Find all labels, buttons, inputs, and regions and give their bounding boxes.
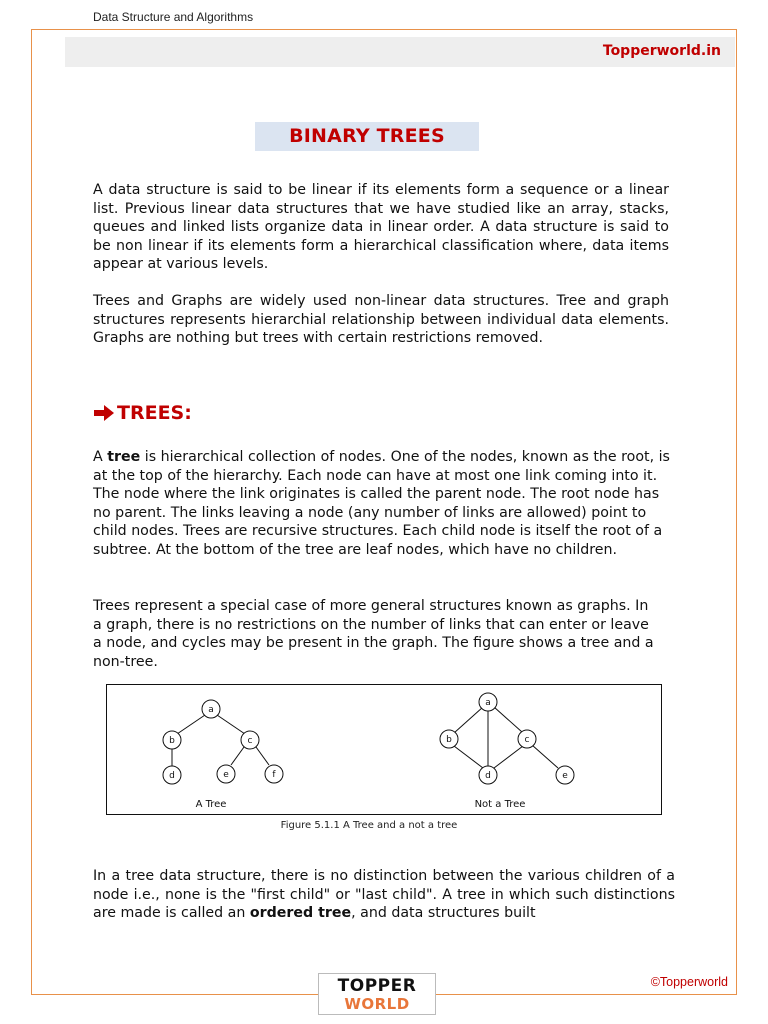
site-link[interactable]: Topperworld.in xyxy=(602,43,721,59)
nontree-node-label: a xyxy=(485,698,491,708)
tree-node-label: d xyxy=(169,771,175,781)
section-heading-text: TREES: xyxy=(117,402,192,424)
right-arrow-icon xyxy=(93,403,115,423)
tree-edge-a-c xyxy=(217,715,245,734)
nontree-edge-a-c xyxy=(494,707,522,732)
figure-diagram xyxy=(107,685,663,816)
text-run: is hierarchical collection of nodes. One of the nodes, known as the root, is at the top of the hierarchy. Each node can have at most one link coming into it. The node where the link originates is called the parent node. The root node has no parent. The links leaving a node (any number of links are allowed) point to child nodes. Trees are recursive structures. Each child node is itself the root of a subtree. At the bottom of the tree are leaf nodes, which have no children. xyxy=(93,449,670,558)
tree-edge-c-f xyxy=(256,747,269,765)
nontree-node-label: d xyxy=(485,771,491,781)
tree-edge-a-b xyxy=(177,715,205,734)
logo-text-top: TOPPER xyxy=(337,976,417,996)
paragraph-linear-vs-nonlinear: A data structure is said to be linear if its elements form a sequence or a linear list. Previous linear data structures that we have studied like an array, stacks, queues and linked lists organize data in linear order. A data structure is said to be non linear if its elements form a hierarchical classification where, data items appear at various levels. xyxy=(93,182,669,272)
paragraph-tree-definition xyxy=(93,448,675,559)
bold-term-ordered-tree: ordered tree xyxy=(249,905,352,921)
nontree-node-label: b xyxy=(446,735,452,745)
tree-node-label: e xyxy=(223,770,229,780)
bold-term-tree: tree xyxy=(107,449,141,465)
tree-node-label: b xyxy=(169,736,175,746)
figure-caption: Figure 5.1.1 A Tree and a not a tree xyxy=(280,820,458,831)
paragraph-ordered-tree xyxy=(93,867,675,923)
figure-tree-vs-nontree xyxy=(106,684,662,815)
tree-label: A Tree xyxy=(195,799,227,810)
logo-text-bottom: WORLD xyxy=(344,995,410,1013)
tree-node-label: a xyxy=(208,705,214,715)
tree-node-label: f xyxy=(272,770,276,780)
nontree-edge-a-b xyxy=(454,707,483,733)
nontree-edge-c-d xyxy=(494,746,523,768)
tree-edge-c-e xyxy=(231,747,244,765)
text-run: , and data structures built xyxy=(351,905,536,921)
nontree-node-label: e xyxy=(562,771,568,781)
paragraph-trees-graphs: Trees and Graphs are widely used non-linear data structures. Tree and graph structures represents hierarchial relationship between individual data elements. Graphs are nothing but trees with certain restrictions removed. xyxy=(93,293,669,346)
non-tree-label: Not a Tree xyxy=(474,799,526,810)
document-title: Data Structure and Algorithms xyxy=(93,10,254,24)
chapter-heading-text: BINARY TREES xyxy=(289,125,445,147)
nontree-edge-c-e xyxy=(532,745,558,768)
nontree-edge-b-d xyxy=(454,746,483,768)
nontree-node-label: c xyxy=(524,735,530,745)
paragraph-graphs: Trees represent a special case of more general structures known as graphs. In a graph, there is no restrictions on the number of links that can enter or leave a node, and cycles may be present in the graph. The figure shows a tree and a non-tree. xyxy=(93,598,654,670)
copyright-notice: ©Topperworld xyxy=(650,975,728,989)
brand-bar xyxy=(65,37,735,67)
section-heading-trees xyxy=(93,402,192,424)
topperworld-logo xyxy=(318,973,436,1015)
text-run: In a tree data structure, there is no distinction between the various children of a node i.e., none is the "first child" or "last child". A tree in which such distinctions are made is called an xyxy=(93,868,675,921)
text-run: A xyxy=(93,449,108,465)
chapter-heading xyxy=(255,122,479,151)
tree-node-label: c xyxy=(247,736,253,746)
